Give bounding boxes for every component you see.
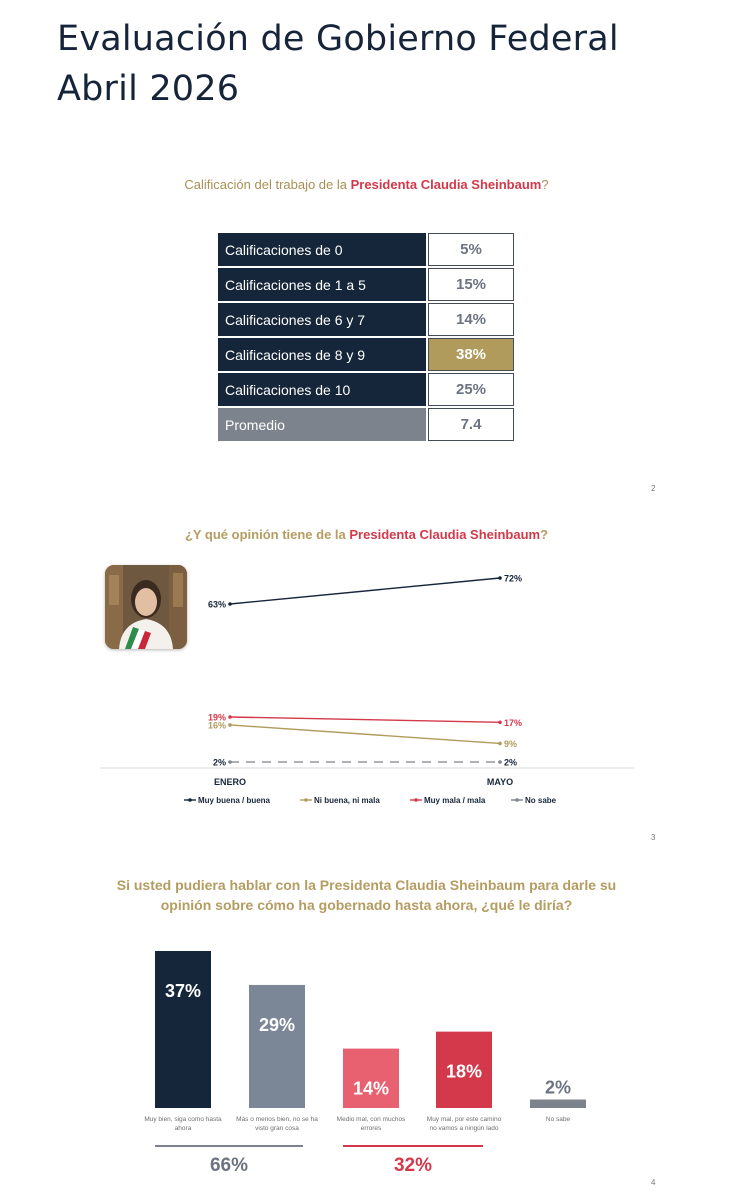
score-row-label: Calificaciones de 1 a 5 bbox=[217, 267, 427, 302]
slide-number-4: 4 bbox=[651, 1178, 656, 1187]
score-row-value: 5% bbox=[427, 232, 515, 267]
q2-question-pre: ¿Y qué opinión tiene de la bbox=[184, 527, 350, 542]
bar-category-label: visto gran cosa bbox=[255, 1125, 299, 1132]
legend-swatch-dot bbox=[515, 798, 519, 802]
legend-swatch-dot bbox=[304, 798, 308, 802]
slide-number-3: 3 bbox=[651, 833, 656, 842]
bar-category-label: No sabe bbox=[545, 1116, 571, 1123]
score-row-value: 25% bbox=[427, 372, 515, 407]
bar-category-label: Muy bien, siga como hasta bbox=[144, 1116, 222, 1123]
score-row-value: 7.4 bbox=[427, 407, 515, 442]
series-line bbox=[230, 578, 500, 604]
series-data-label: 72% bbox=[504, 573, 523, 584]
q1-question-post: ? bbox=[541, 177, 549, 192]
series-line bbox=[230, 717, 500, 722]
legend-label: Muy buena / buena bbox=[198, 796, 271, 805]
x-tick-label: ENERO bbox=[213, 777, 247, 787]
series-point bbox=[498, 742, 502, 746]
series-line bbox=[230, 725, 500, 744]
group-total-label: 32% bbox=[393, 1155, 433, 1176]
score-row-label: Calificaciones de 6 y 7 bbox=[217, 302, 427, 337]
bar-value-label: 29% bbox=[258, 1014, 296, 1035]
legend-label: Ni buena, ni mala bbox=[314, 796, 380, 805]
series-point bbox=[498, 720, 502, 724]
bar-category-label: Más o menos bien, no se ha bbox=[236, 1116, 318, 1123]
series-point bbox=[228, 715, 232, 719]
legend-swatch-dot bbox=[188, 798, 192, 802]
series-point bbox=[498, 760, 502, 764]
series-data-label: 2% bbox=[504, 757, 518, 768]
group-total-label: 66% bbox=[209, 1155, 249, 1176]
bar-category-label: ahora bbox=[174, 1125, 192, 1132]
series-point bbox=[228, 760, 232, 764]
bar bbox=[530, 1100, 586, 1108]
bar-value-label: 14% bbox=[352, 1078, 390, 1099]
series-data-label: 16% bbox=[207, 720, 226, 731]
page-title-line-1: Evaluación de Gobierno Federal bbox=[57, 19, 619, 59]
q3-question-line-1: Si usted pudiera hablar con la Presidenta Claudia Sheinbaum para darle su bbox=[116, 877, 617, 893]
score-row-value: 15% bbox=[427, 267, 515, 302]
bar-value-label: 37% bbox=[164, 981, 202, 1001]
bar-category-label: Muy mal, por este camino bbox=[426, 1116, 502, 1123]
score-row-value: 14% bbox=[427, 302, 515, 337]
score-row-label: Calificaciones de 0 bbox=[217, 232, 427, 267]
bar-category-label: no vamos a ningún lado bbox=[429, 1125, 499, 1132]
q2-question-post: ? bbox=[540, 527, 549, 542]
bar-category-label: Medio mal, con muchos bbox=[336, 1116, 406, 1123]
series-point bbox=[228, 602, 232, 606]
bar-category-label: errores bbox=[360, 1125, 382, 1132]
score-row-label: Calificaciones de 10 bbox=[217, 372, 427, 407]
q1-question-pre: Calificación del trabajo de la bbox=[184, 177, 351, 192]
legend-label: Muy mala / mala bbox=[424, 796, 486, 805]
series-data-label: 63% bbox=[207, 599, 226, 610]
slide-number-2: 2 bbox=[651, 484, 656, 493]
series-point bbox=[228, 723, 232, 727]
series-data-label: 19% bbox=[207, 712, 226, 723]
q2-question-highlight: Presidenta Claudia Sheinbaum bbox=[349, 527, 541, 542]
series-point bbox=[498, 576, 502, 580]
q1-question-highlight: Presidenta Claudia Sheinbaum bbox=[350, 177, 542, 192]
series-data-label: 9% bbox=[504, 738, 518, 749]
page-title-line-2: Abril 2026 bbox=[57, 69, 240, 109]
legend-swatch-dot bbox=[414, 798, 418, 802]
bar-value-label: 18% bbox=[445, 1061, 483, 1082]
score-row-label: Promedio bbox=[217, 407, 427, 442]
score-row-value: 38% bbox=[427, 337, 515, 372]
bar bbox=[249, 985, 305, 1108]
score-row-label: Calificaciones de 8 y 9 bbox=[217, 337, 427, 372]
series-data-label: 17% bbox=[504, 717, 523, 728]
x-tick-label: MAYO bbox=[486, 777, 514, 787]
bar-value-label: 2% bbox=[544, 1077, 572, 1098]
q3-question-line-2: opinión sobre cómo ha gobernado hasta ahora, ¿qué le diría? bbox=[160, 897, 573, 913]
legend-label: No sabe bbox=[525, 796, 557, 805]
bar bbox=[155, 951, 211, 1108]
series-data-label: 2% bbox=[212, 757, 226, 768]
